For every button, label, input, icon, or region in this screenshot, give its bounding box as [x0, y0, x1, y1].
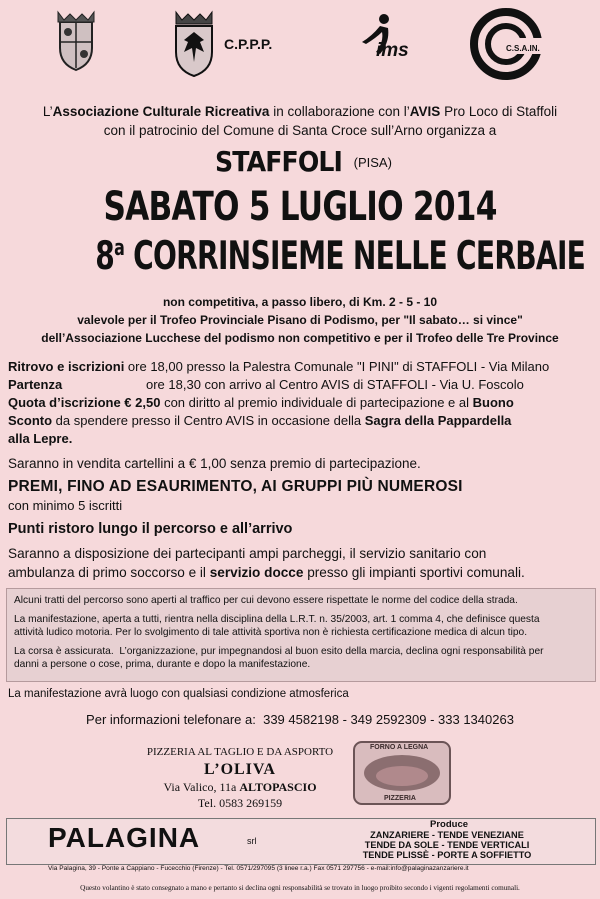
details-line-3: dell’Associazione Lucchese del podismo non competitivo e per il Trofeo delle Tre Province: [41, 331, 559, 345]
intro-part: in collaborazione con l’: [269, 104, 410, 119]
event-name: CORRINSIEME NELLE CERBAIE: [133, 234, 586, 279]
quota-label: Quota d’iscrizione € 2,50: [8, 395, 161, 410]
weather-note: La manifestazione avrà luogo con qualsiasi condizione atmosferica: [8, 688, 349, 700]
cppp-label: C.P.P.P.: [224, 36, 273, 52]
pizzeria-phone: Tel. 0583 269159: [197, 796, 283, 810]
partenza-text: ore 18,30 con arrivo al Centro AVIS di STAFFOLI - Via U. Foscolo: [146, 377, 524, 392]
sconto-text: da spendere presso il Centro AVIS in occasione della: [52, 413, 365, 428]
servizi-line-1: Saranno a disposizione dei partecipanti ampi parcheggi, il servizio sanitario con: [8, 546, 487, 561]
punti-ristoro: Punti ristoro lungo il percorso e all’arrivo: [8, 521, 293, 537]
partenza-row: [8, 377, 524, 392]
products-line-2: TENDE DA SOLE - TENDE VERTICALI: [364, 840, 530, 850]
disclaimer: Questo volantino è stato consegnato a mano e pertanto si declina ogni responsabilità se trovato in luogo proibito secondo i vigenti regolamenti comunali.: [80, 884, 520, 892]
produce-label: Produce: [430, 819, 469, 830]
event-title-text: [95, 234, 585, 279]
sconto-label: Sconto: [8, 413, 53, 428]
avis-name: AVIS: [409, 104, 441, 119]
phone-numbers: Per informazioni telefonare a: 339 4582198 - 349 2592309 - 333 1340263: [86, 712, 514, 727]
quota-text: con diritto al premio individuale di partecipazione e al: [160, 395, 473, 410]
cppp-eagle-logo: [170, 8, 218, 83]
organizer-name: Associazione Culturale Ricreativa: [52, 104, 270, 119]
note-insurance-a: La corsa è assicurata.: [14, 646, 114, 657]
docce-label: servizio docce: [209, 565, 304, 580]
edition-suffix: a: [114, 236, 125, 261]
note-insurance: [14, 645, 544, 658]
stamp-bottom-text: PIZZERIA: [384, 795, 416, 802]
note-insurance-b: L’organizzazione, pur impegnandosi al buon esito della marcia, declina ogni responsabilità per: [119, 646, 544, 657]
premi-sub: con minimo 5 iscritti: [8, 498, 123, 513]
lepre-text: alla Lepre.: [8, 431, 73, 446]
servizi-part: ambulanza di primo soccorso e il: [8, 565, 210, 580]
sagra-name: Sagra della Pappardella: [364, 413, 512, 428]
palagina-address: Via Palagina, 39 - Ponte a Cappiano - Fucecchio (Firenze) - Tel. 0571/297095 (3 linee r.a.) Fax 0571 297756 - e-mail:info@palaginazanzariere.it: [48, 865, 469, 872]
santa-croce-coat-of-arms-logo: [52, 8, 100, 77]
servizi-line-2: [8, 565, 525, 580]
partenza-label: Partenza: [8, 377, 63, 392]
intro-part: Pro Loco di Staffoli: [440, 104, 558, 119]
note-regulation-1: La manifestazione, aperta a tutti, rientra nella disciplina della L.R.T. n. 35/2003, art. 1 comma 4, che definisce questa: [14, 614, 540, 625]
palagina-srl: srl: [247, 836, 257, 846]
products-line-1: ZANZARIERE - TENDE VENEZIANE: [370, 830, 524, 840]
intro-part: L’: [42, 104, 53, 119]
palagina-brand: PALAGINA: [48, 822, 201, 853]
address-town: ALTOPASCIO: [239, 780, 317, 794]
note-liability: danni a persone o cose, prima, durante e dopo la manifestazione.: [14, 659, 311, 670]
town-name: STAFFOLI: [215, 145, 343, 178]
lepre-row: [8, 431, 72, 446]
event-title: [0, 234, 600, 279]
event-date: [0, 184, 600, 230]
premi-title: PREMI, FINO AD ESAURIMENTO, AI GRUPPI PIÙ NUMEROSI: [8, 478, 463, 495]
pizzeria-subtitle: PIZZERIA AL TAGLIO E DA ASPORTO: [146, 746, 334, 758]
intro-line-2: con il patrocinio del Comune di Santa Croce sull’Arno organizza a: [103, 123, 497, 138]
ritrovo-label: Ritrovo e iscrizioni: [8, 359, 125, 374]
ritrovo-row: [8, 359, 549, 374]
stamp-top-text: FORNO A LEGNA: [370, 744, 429, 751]
products-line-3: TENDE PLISSÈ - PORTE A SOFFIETTO: [362, 850, 532, 860]
event-date-text: SABATO 5 LUGLIO 2014: [103, 184, 497, 230]
pizzeria-address: [140, 780, 340, 795]
intro-line-1: [0, 104, 600, 119]
details-line-1: non competitiva, a passo libero, di Km. 2 - 5 - 10: [162, 295, 438, 309]
cartellini-text: Saranno in vendita cartellini a € 1,00 senza premio di partecipazione.: [8, 456, 421, 471]
ims-label: ims: [376, 40, 409, 61]
location: [0, 145, 600, 178]
edition-number: 8: [95, 234, 115, 279]
sconto-row: [8, 413, 511, 428]
details-line-2: valevole per il Trofeo Provinciale Pisano di Podismo, per "Il sabato… si vince": [77, 313, 523, 327]
quota-row: [8, 395, 514, 410]
servizi-part: presso gli impianti sportivi comunali.: [303, 565, 525, 580]
ritrovo-text: ore 18,00 presso la Palestra Comunale "I PINI" di STAFFOLI - Via Milano: [124, 359, 550, 374]
note-traffic: Alcuni tratti del percorso sono aperti al traffico per cui devono essere rispettate le norme del codice della strada.: [14, 595, 518, 606]
buono-label: Buono: [472, 395, 514, 410]
pizzeria-name: L’OLIVA: [204, 761, 276, 778]
address-street: Via Valico, 11a: [163, 780, 240, 794]
province: (PISA): [353, 155, 392, 170]
csain-label: C.S.A.IN.: [506, 44, 540, 53]
note-regulation-2: attività ludico motoria. Per lo svolgimento di tale attività sportiva non è richiesta certificazione medica di alcun tipo.: [14, 627, 528, 638]
